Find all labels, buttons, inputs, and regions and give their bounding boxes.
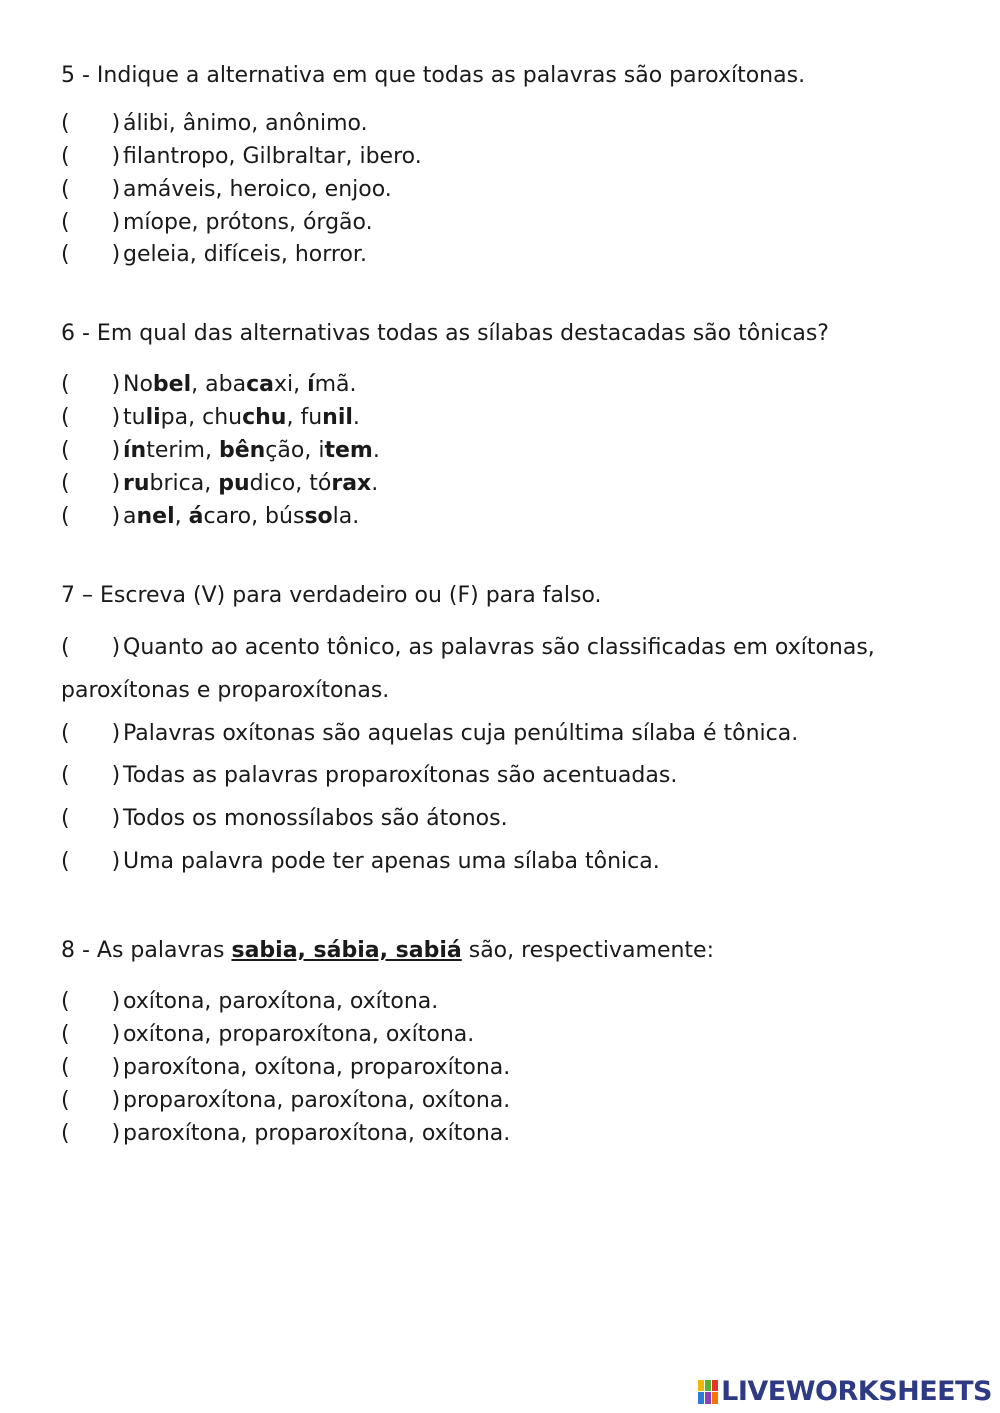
stressed-syllable: li — [145, 405, 161, 430]
syllable-text: a — [123, 504, 137, 529]
syllable-text: xi, — [273, 372, 308, 397]
stressed-syllable: pu — [218, 471, 250, 496]
syllable-text: . — [372, 438, 380, 463]
question-7-title: 7 – Escreva (V) para verdadeiro ou (F) para falso. — [61, 583, 602, 608]
q7-option-1-continued: paroxítonas e proparoxítonas. — [61, 678, 390, 703]
q7-option-4[interactable]: ( ) Todos os monossílabos são átonos. — [61, 806, 508, 831]
answer-blank[interactable]: ( ) — [61, 763, 121, 788]
q8-option-2[interactable]: ( ) oxítona, proparoxítona, oxítona. — [61, 1022, 475, 1047]
answer-blank[interactable]: ( ) — [61, 210, 121, 235]
syllable-text: , aba — [191, 372, 247, 397]
answer-blank[interactable]: ( ) — [61, 144, 121, 169]
q7-option-2[interactable]: ( ) Palavras oxítonas são aquelas cuja penúltima sílaba é tônica. — [61, 721, 799, 746]
answer-blank[interactable]: ( ) — [61, 806, 121, 831]
question-6-title: 6 - Em qual das alternativas todas as sílabas destacadas são tônicas? — [61, 321, 829, 346]
answer-blank[interactable]: ( ) — [61, 1088, 121, 1113]
answer-blank[interactable]: ( ) — [61, 1121, 121, 1146]
stressed-syllable: tem — [324, 438, 373, 463]
answer-blank[interactable]: ( ) — [61, 849, 121, 874]
stressed-syllable: ca — [246, 372, 274, 397]
answer-blank[interactable]: ( ) — [61, 1022, 121, 1047]
q6-option-1[interactable] — [61, 371, 357, 399]
answer-blank[interactable]: ( ) — [61, 177, 121, 202]
q7-option-3[interactable]: ( ) Todas as palavras proparoxítonas são acentuadas. — [61, 763, 678, 788]
q8-option-3[interactable]: ( ) paroxítona, oxítona, proparoxítona. — [61, 1055, 511, 1080]
q6-option-5[interactable] — [61, 503, 359, 531]
q7-option-5[interactable]: ( ) Uma palavra pode ter apenas uma sílaba tônica. — [61, 849, 660, 874]
q7-option-1[interactable]: ( ) Quanto ao acento tônico, as palavras são classificadas em oxítonas, — [61, 635, 875, 660]
answer-blank[interactable]: ( ) — [61, 504, 121, 529]
answer-blank[interactable]: ( ) — [61, 405, 121, 430]
answer-blank[interactable]: ( ) — [61, 471, 121, 496]
syllable-text: , fu — [286, 405, 323, 430]
q6-option-2[interactable] — [61, 404, 360, 432]
answer-blank[interactable]: ( ) — [61, 1055, 121, 1080]
q5-option-4[interactable]: ( ) míope, prótons, órgão. — [61, 210, 373, 235]
q5-option-3[interactable]: ( ) amáveis, heroico, enjoo. — [61, 177, 392, 202]
syllable-text: caro, bús — [203, 504, 305, 529]
q6-option-4[interactable] — [61, 470, 378, 498]
answer-blank[interactable]: ( ) — [61, 372, 121, 397]
q5-option-5[interactable]: ( ) geleia, difíceis, horror. — [61, 242, 367, 267]
syllable-text: brica, — [149, 471, 219, 496]
q8-option-5[interactable]: ( ) paroxítona, proparoxítona, oxítona. — [61, 1121, 511, 1146]
stressed-syllable: á — [188, 504, 204, 529]
question-8-title: 8 - As palavras sabia, sábia, sabiá são, respectivamente: — [61, 938, 714, 963]
q5-option-1[interactable]: ( ) álibi, ânimo, anônimo. — [61, 111, 368, 136]
syllable-text: tu — [123, 405, 146, 430]
answer-blank[interactable]: ( ) — [61, 989, 121, 1014]
brand-name: LIVEWORKSHEETS — [721, 1376, 992, 1407]
stressed-syllable: bel — [152, 372, 192, 397]
syllable-text: mã. — [314, 372, 357, 397]
answer-blank[interactable]: ( ) — [61, 721, 121, 746]
answer-blank[interactable]: ( ) — [61, 635, 121, 660]
q5-option-2[interactable]: ( ) filantropo, Gilbraltar, ibero. — [61, 144, 422, 169]
stressed-syllable: chu — [242, 405, 287, 430]
stressed-syllable: rax — [331, 471, 372, 496]
syllable-text: dico, tó — [249, 471, 332, 496]
syllable-text: pa, chu — [160, 405, 243, 430]
question-5-title: 5 - Indique a alternativa em que todas as palavras são paroxítonas. — [61, 63, 806, 88]
highlighted-words: sabia, sábia, sabiá — [231, 938, 462, 963]
syllable-text: , — [174, 504, 189, 529]
syllable-text: . — [352, 405, 360, 430]
answer-blank[interactable]: ( ) — [61, 242, 121, 267]
q8-option-4[interactable]: ( ) proparoxítona, paroxítona, oxítona. — [61, 1088, 511, 1113]
q6-option-3[interactable] — [61, 437, 380, 465]
logo-icon — [698, 1380, 718, 1404]
answer-blank[interactable]: ( ) — [61, 438, 121, 463]
liveworksheets-logo — [698, 1376, 992, 1407]
stressed-syllable: ru — [123, 471, 150, 496]
syllable-text: la. — [332, 504, 360, 529]
syllable-text: . — [371, 471, 379, 496]
stressed-syllable: ín — [123, 438, 147, 463]
stressed-syllable: so — [304, 504, 333, 529]
syllable-text: terim, — [146, 438, 219, 463]
syllable-text: No — [123, 372, 153, 397]
syllable-text: ção, i — [265, 438, 325, 463]
q8-option-1[interactable]: ( ) oxítona, paroxítona, oxítona. — [61, 989, 439, 1014]
stressed-syllable: í — [307, 372, 315, 397]
stressed-syllable: nel — [136, 504, 175, 529]
stressed-syllable: bên — [218, 438, 266, 463]
answer-blank[interactable]: ( ) — [61, 111, 121, 136]
stressed-syllable: nil — [322, 405, 353, 430]
